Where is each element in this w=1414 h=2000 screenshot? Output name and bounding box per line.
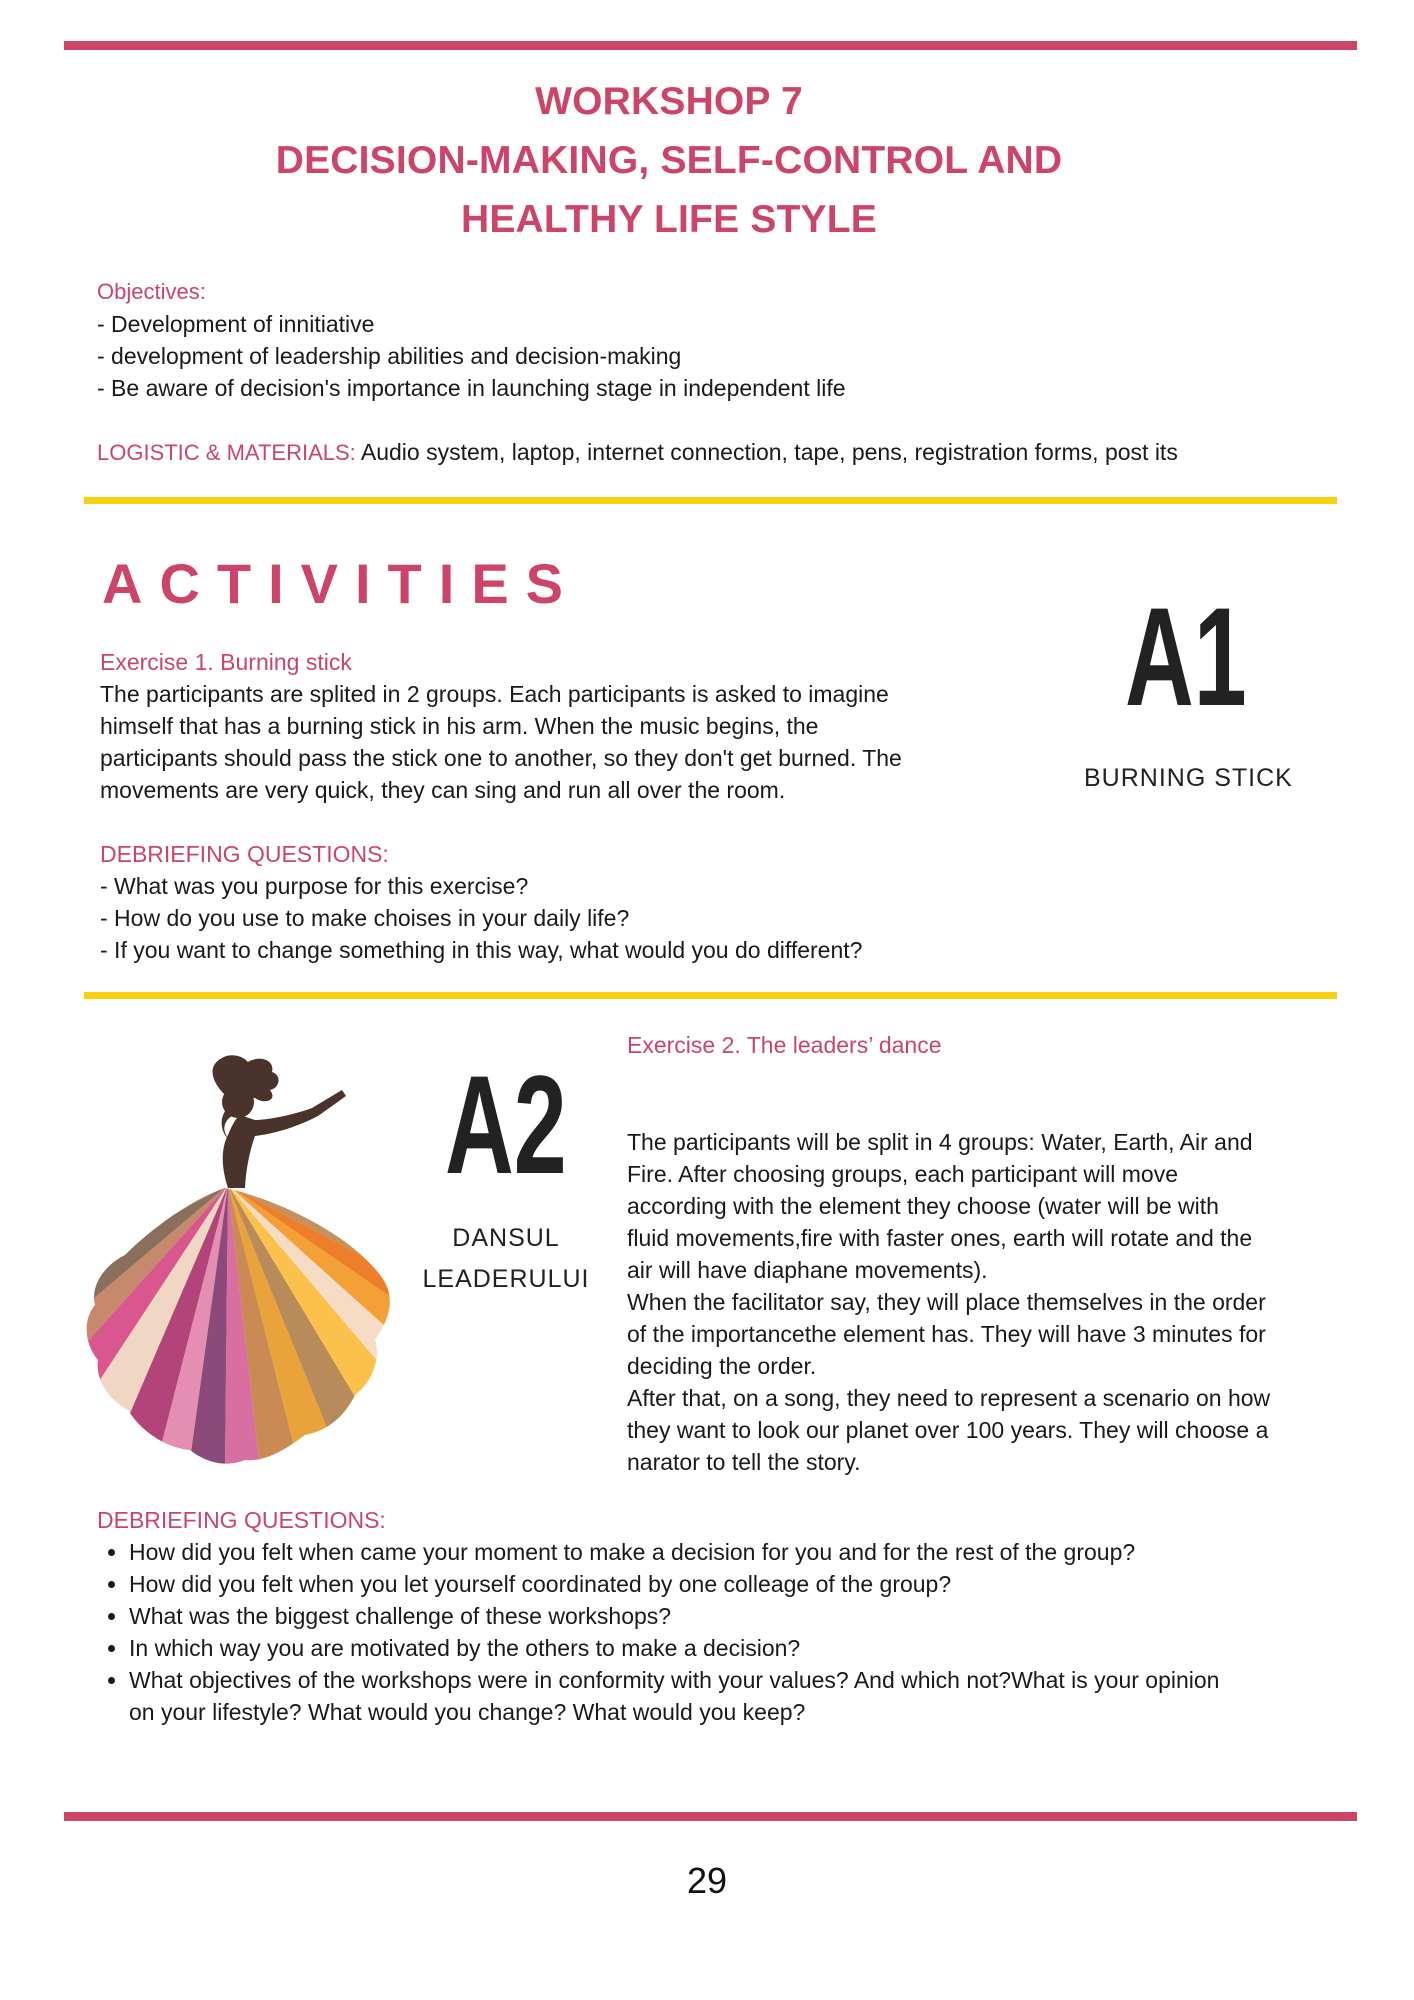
debrief-question: • How did you felt when came your moment to make a decision for you and for the rest of the group?	[129, 1536, 1237, 1568]
title-line-3: HEALTHY LIFE STYLE	[460, 198, 877, 241]
objective-item: - Development of innitiative	[97, 311, 375, 337]
exercise-1-desc-line: himself that has a burning stick in his arm. When the music begins, the	[100, 713, 819, 739]
page-title	[64, 72, 1274, 249]
exercise-2-desc-line: fluid movements,fire with faster ones, earth will rotate and the	[627, 1225, 1253, 1251]
exercise-2-desc-line: After that, on a song, they need to represent a scenario on how	[627, 1385, 1271, 1411]
dancer-illustration	[50, 1050, 430, 1470]
exercise-2-debrief-label: DEBRIEFING QUESTIONS:	[97, 1507, 386, 1533]
exercise-2-description	[627, 1126, 1270, 1478]
exercise-2-desc-line: narator to tell the story.	[627, 1449, 861, 1475]
exercise-1-desc-line: participants should pass the stick one to another, so they don't get burned. The	[100, 745, 902, 771]
activity-caption-a1: BURNING STICK	[1084, 764, 1293, 792]
exercise-2-desc-line: according with the element they choose (water will be with	[627, 1193, 1219, 1219]
exercise-1-desc-line: The participants are splited in 2 groups. Each participants is asked to imagine	[100, 681, 889, 707]
exercise-2-debrief	[97, 1504, 1237, 1728]
debrief-question: • In which way you are motivated by the others to make a decision?	[129, 1632, 1237, 1664]
title-line-1: WORKSHOP 7	[535, 80, 803, 123]
activity-caption-a2	[412, 1218, 600, 1300]
section-divider	[84, 992, 1337, 999]
logistics-text: Audio system, laptop, internet connection, tape, pens, registration forms, post its	[355, 439, 1178, 465]
exercise-1-question: - How do you use to make choises in your daily life?	[100, 905, 630, 931]
title-line-2: DECISION-MAKING, SELF-CONTROL AND	[275, 139, 1063, 182]
exercise-1-debrief-label: DEBRIEFING QUESTIONS:	[100, 841, 389, 867]
exercise-2-desc-line: air will have diaphane movements).	[627, 1257, 988, 1283]
activities-heading: ACTIVITIES	[102, 552, 581, 615]
exercise-2-desc-line: When the facilitator say, they will place themselves in the order	[627, 1289, 1266, 1315]
exercise-2-desc-line: deciding the order.	[627, 1353, 817, 1379]
exercise-1-desc-line: movements are very quick, they can sing and run all over the room.	[100, 777, 786, 803]
exercise-1-question: - If you want to change something in this way, what would you do different?	[100, 937, 863, 963]
exercise-2-desc-line: The participants will be split in 4 groups: Water, Earth, Air and	[627, 1129, 1253, 1155]
objectives-label: Objectives:	[97, 279, 206, 304]
exercise-2-desc-line: they want to look our planet over 100 years. They will choose a	[627, 1417, 1269, 1443]
section-divider	[84, 497, 1337, 504]
debrief-question: • What objectives of the workshops were in conformity with your values? And which not?What is your opinion on your lifestyle? What would you change? What would you keep?	[129, 1664, 1237, 1728]
top-divider	[64, 41, 1357, 50]
exercise-1-title: Exercise 1. Burning stick	[100, 649, 352, 675]
objective-item: - Be aware of decision's importance in launching stage in independent life	[97, 375, 846, 401]
exercise-2-desc-line: Fire. After choosing groups, each participant will move	[627, 1161, 1178, 1187]
caption-line: LEADERULUI	[422, 1265, 590, 1293]
activity-code-a1: A1	[1125, 578, 1247, 735]
objectives-section	[97, 276, 846, 404]
bottom-divider	[64, 1812, 1357, 1821]
activity-code-a2: A2	[445, 1046, 567, 1203]
objective-item: - development of leadership abilities and decision-making	[97, 343, 682, 369]
exercise-1-question: - What was you purpose for this exercise?	[100, 873, 529, 899]
exercise-2-title: Exercise 2. The leaders’ dance	[627, 1032, 942, 1058]
exercise-1-section	[100, 646, 902, 966]
logistics-label: LOGISTIC & MATERIALS:	[97, 440, 356, 465]
page-number: 29	[686, 1860, 728, 1901]
debrief-question-list	[97, 1536, 1237, 1728]
logistics-line	[97, 436, 1178, 469]
caption-line: DANSUL	[452, 1224, 560, 1252]
exercise-2-desc-line: of the importancethe element has. They will have 3 minutes for	[627, 1321, 1266, 1347]
debrief-question: • What was the biggest challenge of these workshops?	[129, 1600, 1237, 1632]
debrief-question: • How did you felt when you let yourself coordinated by one colleage of the group?	[129, 1568, 1237, 1600]
